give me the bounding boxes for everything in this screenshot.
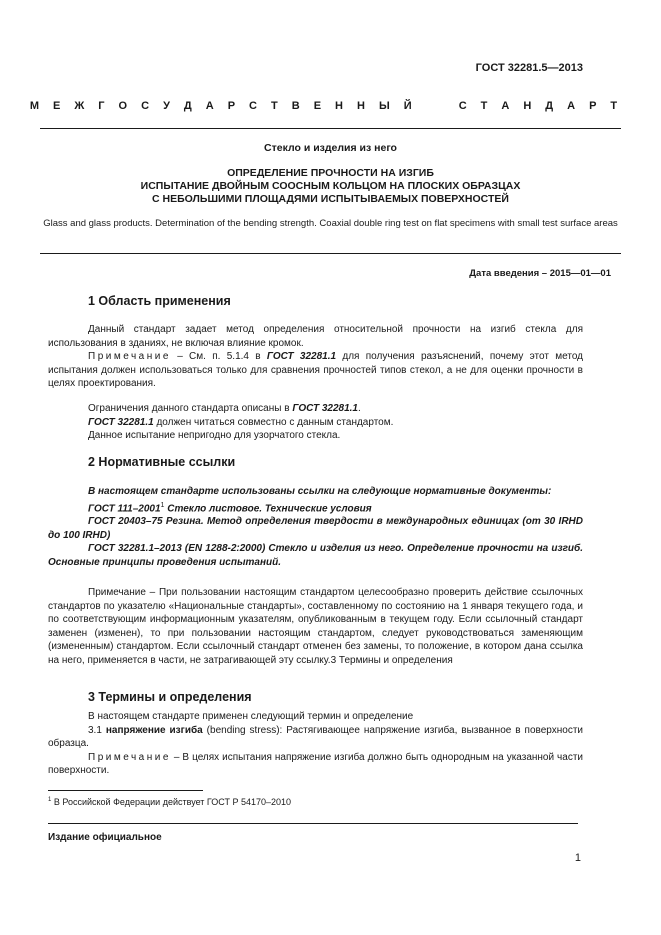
heading-letter: А [205, 100, 214, 112]
note-label: Примечание [88, 751, 171, 763]
section-1-heading: 1 Область применения [88, 294, 231, 308]
heading-letter: Д [183, 100, 192, 112]
footnote-divider [48, 790, 203, 791]
heading-letter: Н [356, 100, 365, 112]
document-title [40, 167, 621, 206]
heading-letter: Т [610, 100, 618, 112]
edition-divider [48, 823, 578, 824]
term-definition: 3.1 напряжение изгиба (bending stress): Растягивающее напряжение изгиба, вызванное в поверхности образца. [48, 724, 583, 749]
section-3-body [48, 710, 583, 778]
title-line-2: ИСПЫТАНИЕ ДВОЙНЫМ СООСНЫМ КОЛЬЦОМ НА ПЛОСКИХ ОБРАЗЦАХ [140, 180, 521, 192]
introduction-date: Дата введения – 2015—01—01 [469, 268, 611, 279]
english-title: Glass and glass products. Determination of the bending strength. Coaxial double ring test on flat specimens with small test surface areas [43, 218, 618, 229]
title-line-3: С НЕБОЛЬШИМИ ПЛОЩАДЯМИ ИСПЫТЫВАЕМЫХ ПОВЕРХНОСТЕЙ [152, 193, 509, 205]
note-label: Примечание [88, 587, 146, 598]
note-text-continued: для получения разъяснений, почему этот метод испытания должен использоваться только для сравнения прочностей типов стекол, а не для оценки прочности в целях проектирования. [48, 351, 583, 389]
title-divider [40, 253, 621, 254]
reference-2: ГОСТ 20403–75 Резина. Метод определения твердости в международных единицах (от 30 IRHD до 100 IRHD) [48, 516, 583, 541]
section-2-note-text: Примечание – При пользовании настоящим стандартом целесообразно проверить действие ссылочных стандартов по указателю «Национальные стандарты», составленному по состоянию на 1 января текущего года, и по соответствующим информационным указателям, опубликованным в текущем году. Если ссылочный стандарт заменен (изменен), то при пользовании настоящим стандартом, следует руководствоваться заменяющим (измененным) стандартом. Если ссылочный стандарт отменен без замены, то положение, в котором дана ссылка на него, применяется в части, не затрагивающей эту ссылку.3 Термины и определения [48, 587, 583, 666]
section-1-paragraph: Данный стандарт задает метод определения относительной прочности на изгиб стекла для использования в зданиях, не включая влияние кромок. [48, 324, 583, 349]
section-3-heading: 3 Термины и определения [88, 690, 252, 704]
standard-type-title [0, 100, 661, 112]
section-1-exclusion: Данное испытание непригодно для узорчатого стекла. [88, 430, 341, 441]
heading-letter: Е [53, 100, 61, 112]
document-subtitle: Стекло и изделия из него [264, 142, 397, 154]
section-3-intro: В настоящем стандарте применен следующий термин и определение [88, 711, 414, 722]
term-name: напряжение изгиба [105, 724, 203, 736]
section-1-body [48, 323, 583, 391]
heading-letter: С [249, 100, 257, 112]
heading-letter: Т [271, 100, 278, 112]
heading-letter: С [141, 100, 150, 112]
section-3-note: Примечание – В целях испытания напряжение изгиба должно быть однородным на указанной части поверхности. [48, 751, 583, 776]
heading-letter: У [163, 100, 170, 112]
title-line-1: ОПРЕДЕЛЕНИЕ ПРОЧНОСТИ НА ИЗГИБ [227, 167, 434, 179]
heading-letter: С [458, 100, 467, 112]
heading-letter: Н [523, 100, 532, 112]
heading-letter: Т [480, 100, 488, 112]
references-intro: В настоящем стандарте использованы ссылки на следующие нормативные документы: [88, 486, 552, 497]
heading-letter: О [118, 100, 128, 112]
heading-letter: Е [313, 100, 322, 112]
edition-label: Издание официальное [48, 832, 162, 843]
heading-letter: Д [545, 100, 554, 112]
footnote: $^1$ В Российской Федерации действует ГОСТ Р 54170–2010 [48, 797, 292, 807]
note-label: Примечание [88, 351, 171, 362]
heading-letter: Н [335, 100, 343, 112]
reference-3: ГОСТ 32281.1–2013 (EN 1288-2:2000) Стекло и изделия из него. Определение прочности на изгиб. Основные принципы проведения испытаний. [48, 543, 583, 568]
section-1-limitations: Ограничения данного стандарта описаны в ГОСТ 32281.1. [88, 403, 361, 414]
document-code: ГОСТ 32281.5—2013 [475, 62, 583, 74]
reference-1: ГОСТ 111–2001$^1$ Стекло листовое. Технические условия [88, 501, 372, 514]
heading-letter: А [501, 100, 510, 112]
heading-letter: Ы [378, 100, 390, 112]
note-text: – См. п. 5.1.4 в [170, 351, 267, 362]
heading-letter: Р [589, 100, 597, 112]
header-divider [40, 128, 621, 129]
section-2-note [48, 586, 583, 667]
heading-letter: Р [227, 100, 236, 112]
heading-letter: М [29, 100, 39, 112]
heading-letter: А [567, 100, 576, 112]
section-2-references [48, 485, 583, 569]
heading-letter [426, 100, 429, 112]
section-1-companion: ГОСТ 32281.1 должен читаться совместно с данным стандартом. [88, 416, 394, 428]
section-2-heading: 2 Нормативные ссылки [88, 455, 236, 469]
page-number: 1 [574, 852, 581, 864]
heading-letter: Й [403, 100, 412, 112]
heading-letter: В [291, 100, 300, 112]
heading-letter: Г [98, 100, 105, 112]
note-reference: ГОСТ 32281.1 [266, 351, 337, 362]
section-1-note [48, 350, 583, 391]
heading-letter: Ж [74, 100, 85, 112]
section-1-body-2 [48, 402, 583, 443]
